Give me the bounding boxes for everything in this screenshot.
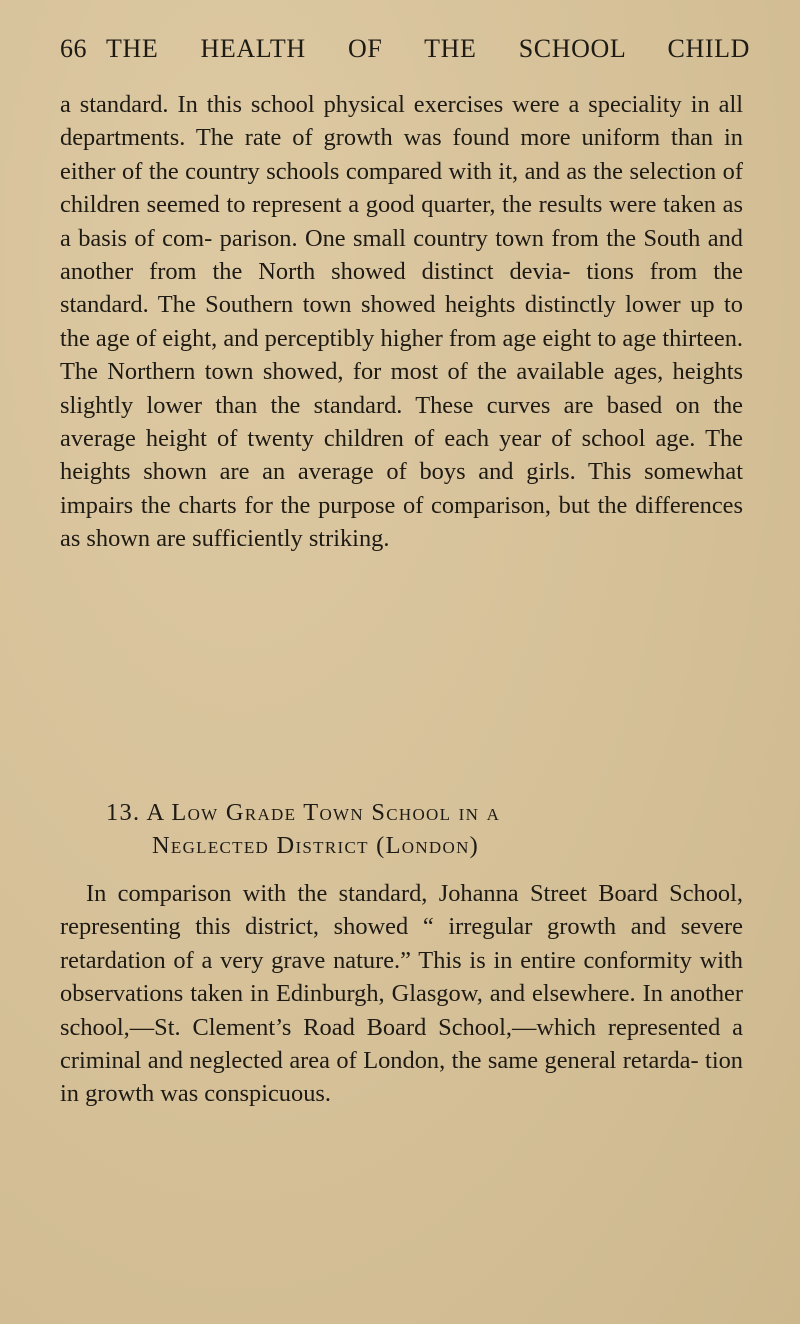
section-heading-line-2: Neglected District (London) [152, 832, 480, 859]
running-head [60, 34, 750, 70]
paragraph-2-text: In comparison with the standard, Johanna Street Board School, representing this district, showed “ irregular growth and severe retardation of a very grave nature.” This is in entire conformity with observations taken in Edinburgh, Glasgow, and elsewhere. In another school,—St. Clement’s Road Board School,—which represented a criminal and neglected area of London, the same general retarda- tion in growth was conspicuous. [60, 880, 743, 1108]
page-number: 66 [60, 34, 87, 63]
paragraph-1: a standard. In this school physical exercises were a speciality in all departments. The rate of growth was found more uniform than in either of the country schools compared with it, and as the selection of children seemed to represent a good quarter, the results were taken as a basis of com- parison. One small country town from the South and another from the North showed distinct devia- tions from the standard. The Southern town showed heights distinctly lower up to the age of eight, and perceptibly higher from age eight to age thirteen. The Northern town showed, for most of the available ages, heights slightly lower than the standard. These curves are based on the average height of twenty children of each year of school age. The heights shown are an average of boys and girls. This somewhat impairs the charts for the purpose of comparison, but the differences as shown are sufficiently striking. [60, 91, 743, 553]
running-head-title: THE HEALTH OF THE SCHOOL CHILD [106, 34, 750, 63]
section-heading [60, 796, 743, 862]
section-heading-line-1: 13. A Low Grade Town School in a [106, 799, 501, 826]
paragraph-2 [60, 877, 743, 1111]
